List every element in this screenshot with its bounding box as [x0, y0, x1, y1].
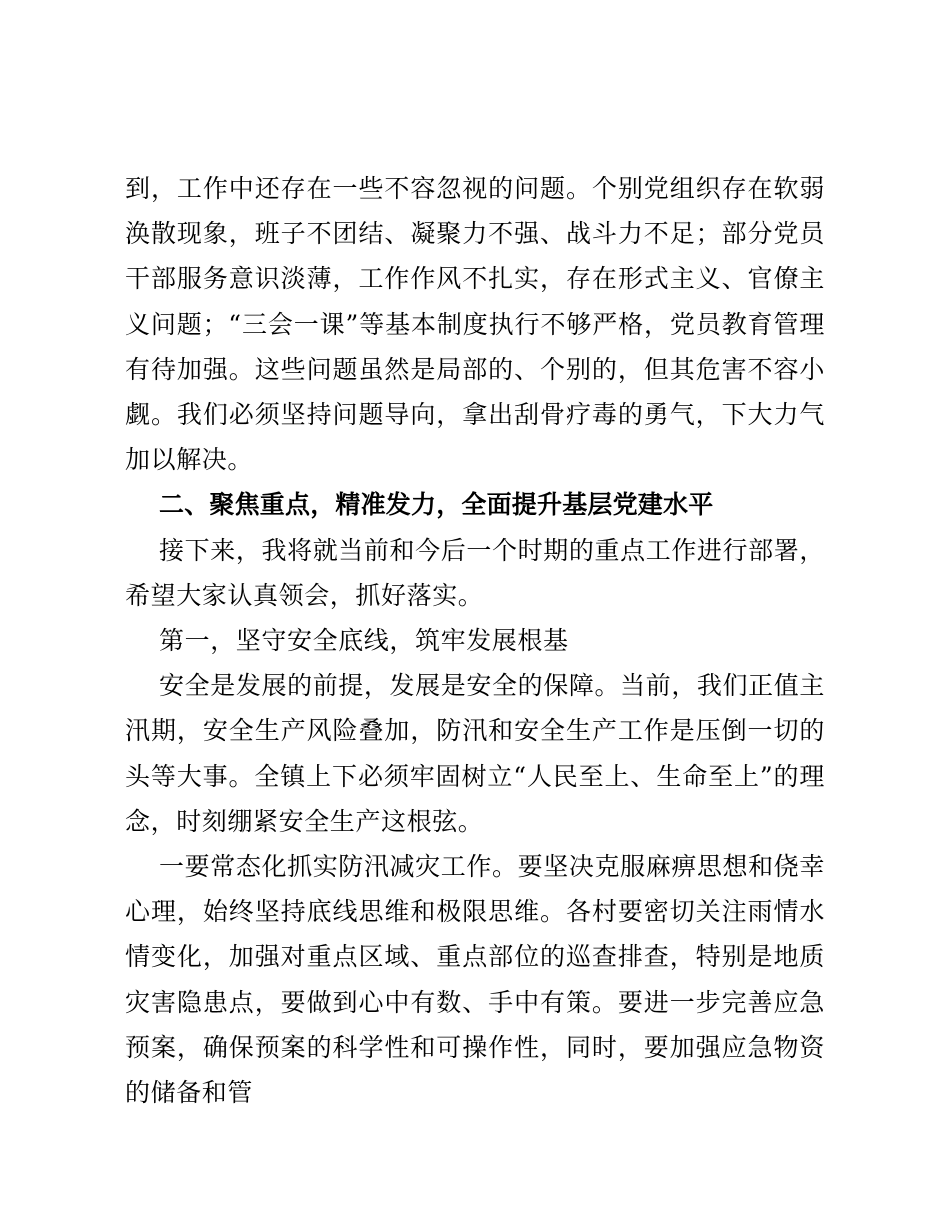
paragraph-safety: 安全是发展的前提，发展是安全的保障。当前，我们正值主汛期，安全生产风险叠加，防汛和安全生产工作是压倒一切的头等大事。全镇上下必须牢固树立“人民至上、生命至上”的理念，时刻绷紧安全生产这根弦。: [125, 671, 825, 836]
section-heading: 二、聚焦重点，精准发力，全面提升基层党建水平: [159, 490, 714, 520]
paragraph-problems: 到，工作中还存在一些不容忽视的问题。个别党组织存在软弱涣散现象，班子不团结、凝聚力不强、战斗力不足；部分党员干部服务意识淡薄，工作作风不扎实，存在形式主义、官僚主义问题；“三会一课”等基本制度执行不够严格，党员教育管理有待加强。这些问题虽然是局部的、个别的，但其危害不容小觑。我们必须坚持问题导向，拿出刮骨疗毒的勇气，下大力气加以解决。: [125, 174, 825, 475]
subsection-heading: 第一，坚守安全底线，筑牢发展根基: [159, 626, 569, 656]
paragraph-flood-control: 一要常态化抓实防汛减灾工作。要坚决克服麻痹思想和侥幸心理，始终坚持底线思维和极限思维。各村要密切关注雨情水情变化，加强对重点区域、重点部位的巡查排查，特别是地质灾害隐患点，要做到心中有数、手中有策。要进一步完善应急预案，确保预案的科学性和可操作性，同时，要加强应急物资的储备和管: [125, 852, 825, 1108]
paragraph-deployment: 接下来，我将就当前和今后一个时期的重点工作进行部署，希望大家认真领会，抓好落实。: [125, 535, 825, 610]
document-page: [125, 166, 825, 1115]
